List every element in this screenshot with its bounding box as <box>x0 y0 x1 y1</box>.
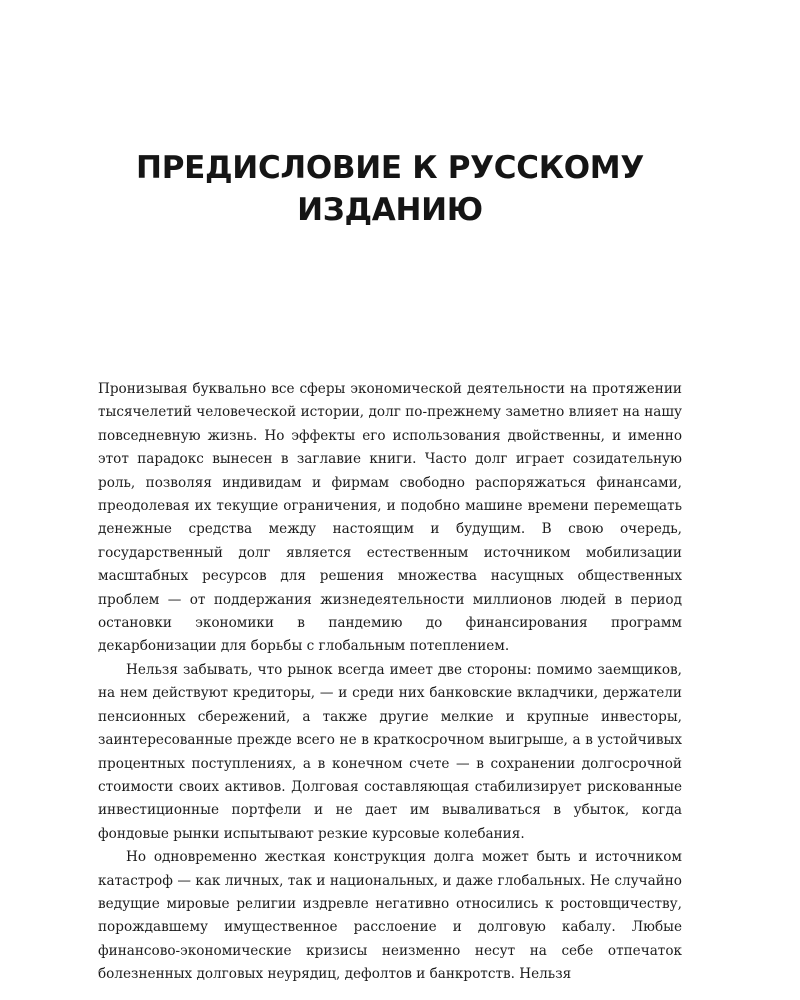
paragraph: Пронизывая буквально все сферы экономической деятельности на протяжении тысячелетий человеческой истории, долг по-прежнему заметно влияет на нашу повседневную жизнь. Но эффекты его использования двойственны, и именно этот парадокс вынесен в заглавие книги. Часто долг играет созидательную роль, позволяя индивидам и фирмам свободно распоряжаться финансами, преодолевая их текущие ограничения, и подобно машине времени перемещать денежные средства между настоящим и будущим. В свою очередь, государственный долг является естественным источником мобилизации масштабных ресурсов для решения множества насущных общественных проблем — от поддержания жизнедеятельности миллионов людей в период остановки экономики в пандемию до финансирования программ декарбонизации для борьбы с глобальным потеплением. <box>98 381 682 655</box>
paragraph: Нельзя забывать, что рынок всегда имеет две стороны: помимо заемщиков, на нем действуют кредиторы, — и среди них банковские вкладчики, держатели пенсионных сбережений, а также другие мелкие и крупные инвесторы, заинтересованные прежде всего не в краткосрочном выигрыше, а в устойчивых процентных поступлениях, а в конечном счете — в сохранении долгосрочной стоимости своих активов. Долговая составляющая стабилизирует рискованные инвестиционные портфели и не дает им вываливаться в убыток, когда фондовые рынки испытывают резкие курсовые колебания. <box>98 661 682 842</box>
chapter-title-line-1: ПРЕДИСЛОВИЕ К РУССКОМУ <box>136 150 644 186</box>
chapter-title-line-2: ИЗДАНИЮ <box>297 192 483 228</box>
chapter-title <box>100 147 680 231</box>
body-text <box>98 378 682 987</box>
paragraph: Но одновременно жесткая конструкция долга может быть и источником катастроф — как личных, так и национальных, и даже глобальных. Не случайно ведущие мировые религии издревле негативно относились к ростовщичеству, порождавшему имущественное расслоение и долговую кабалу. Любые финансово-экономические кризисы неизменно несут на себе отпечаток болезненных долговых неурядиц, дефолтов и банкротств. Нельзя <box>98 849 682 983</box>
